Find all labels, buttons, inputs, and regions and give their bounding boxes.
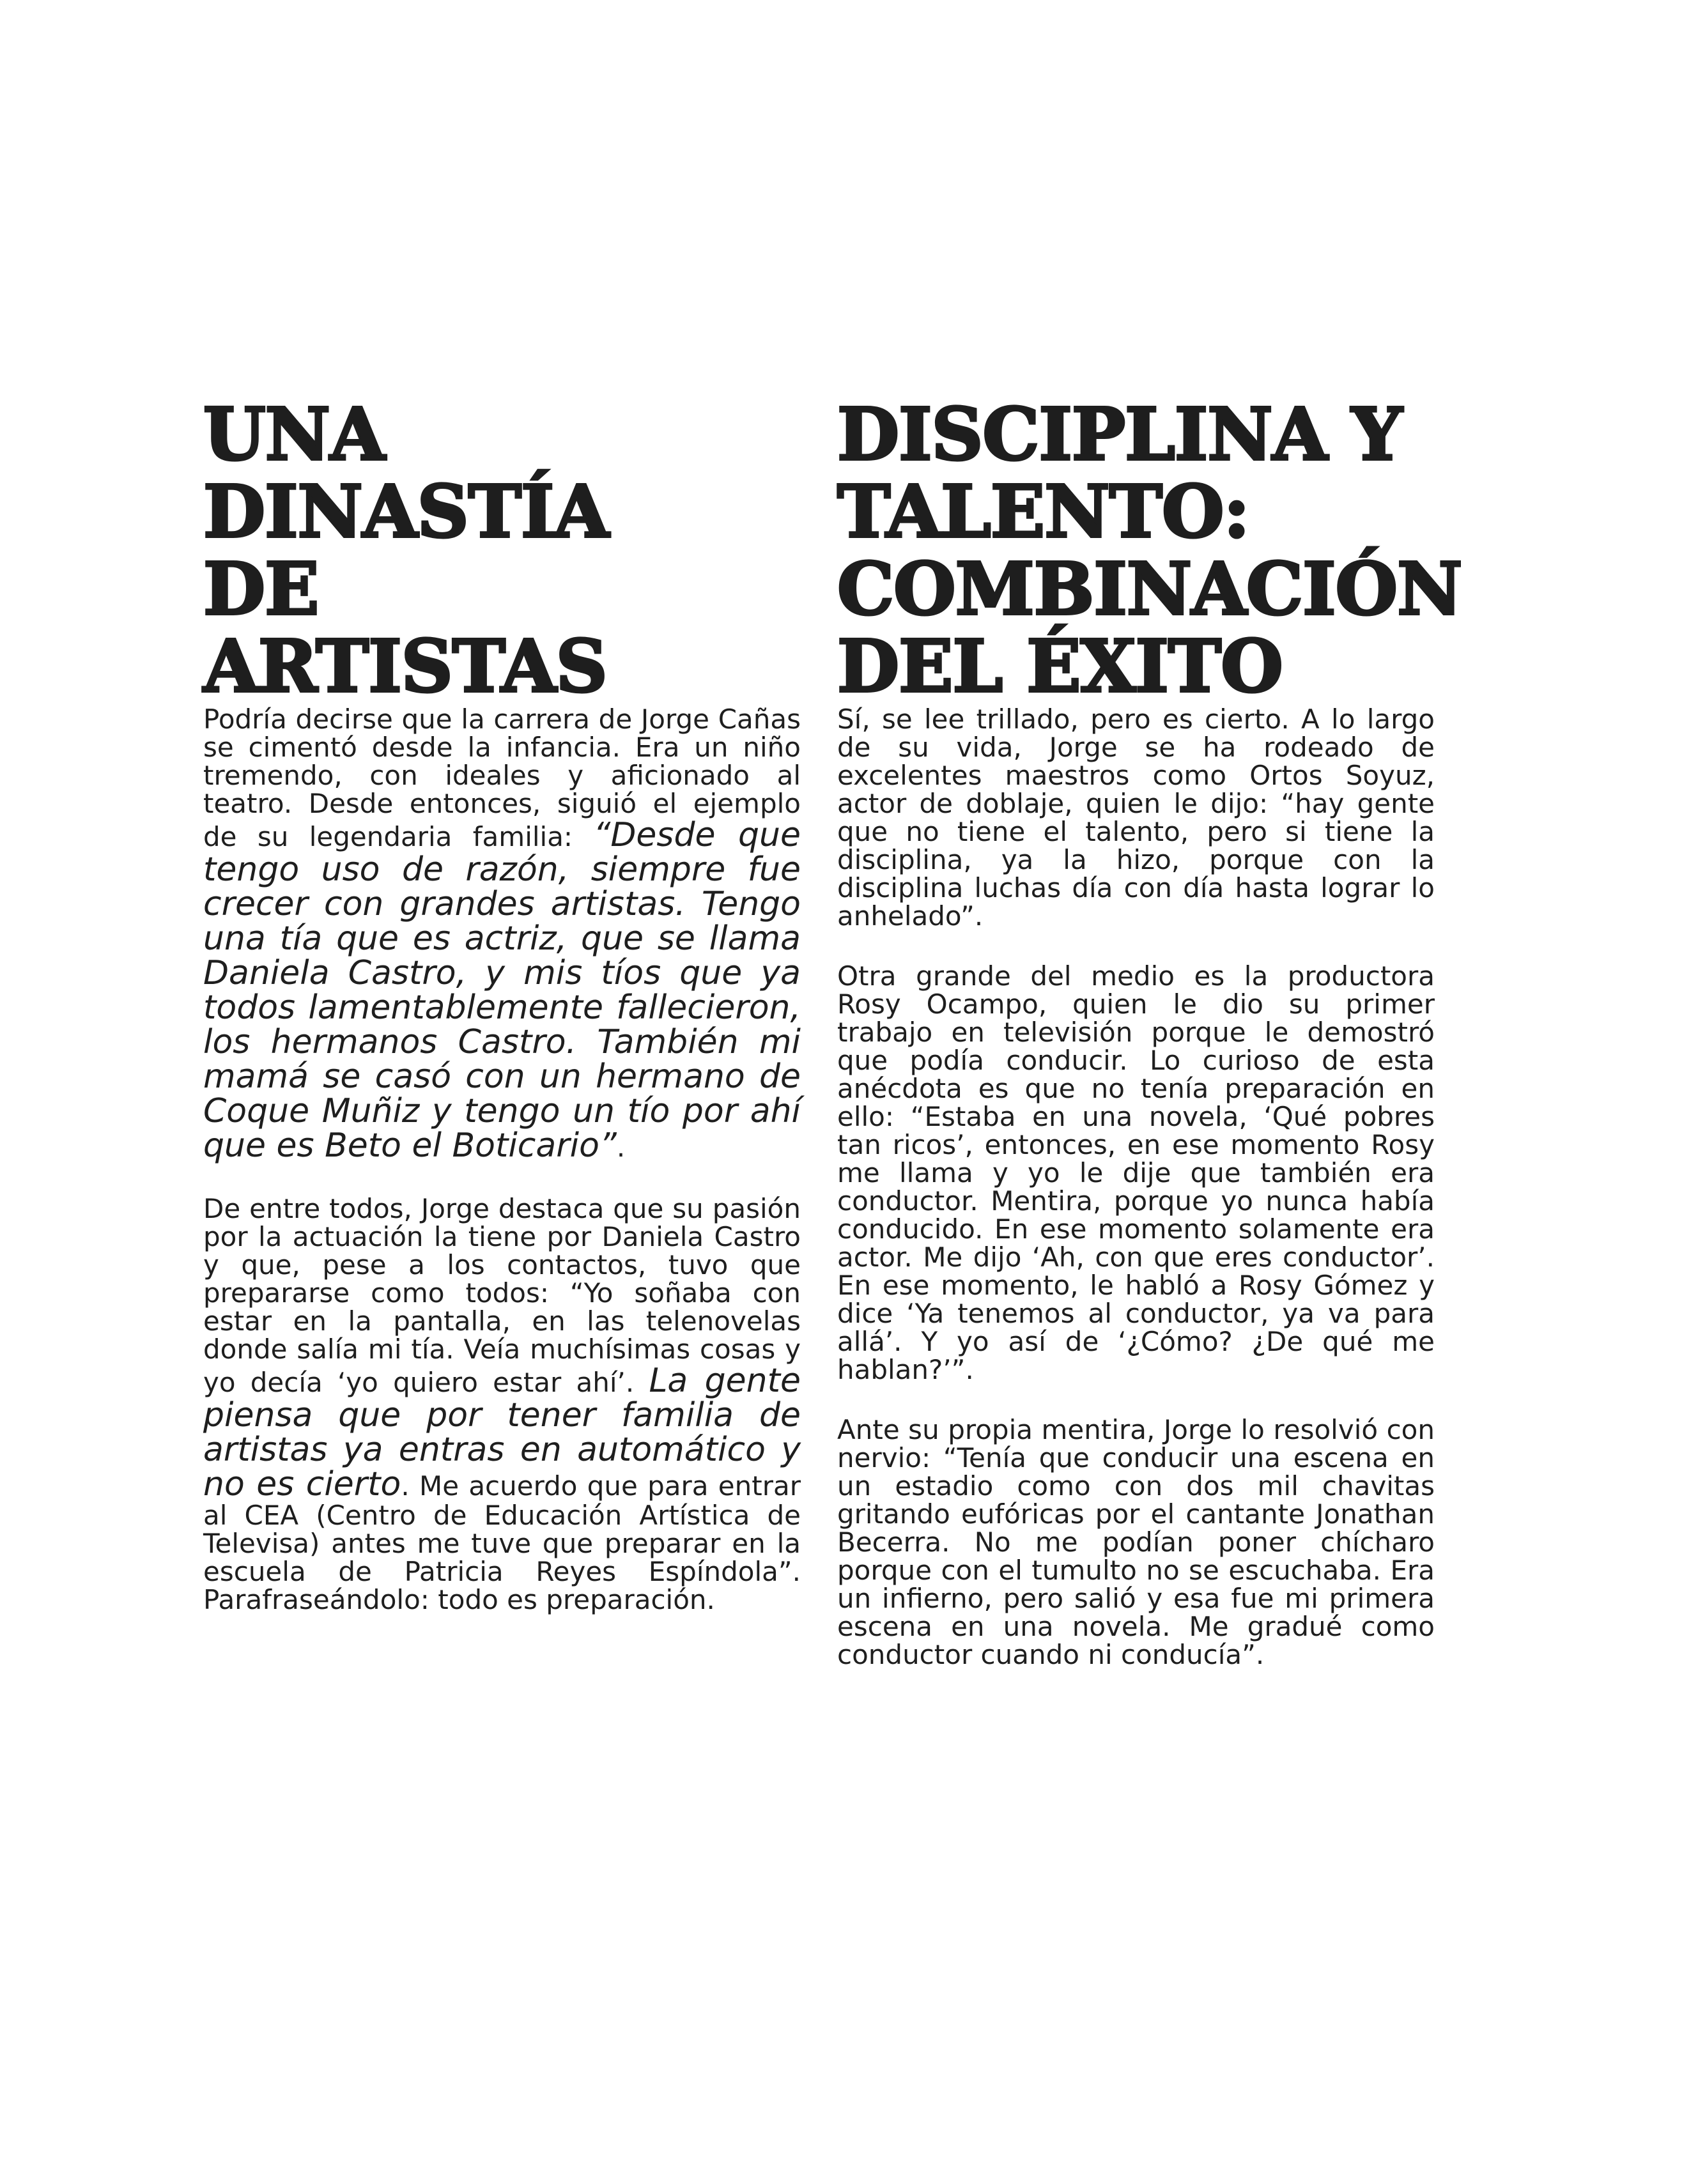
left-column: [203, 393, 801, 1615]
left-p2-quote: La gente piensa que por tener familia de artistas ya entras en automático y no es cierto: [203, 1362, 801, 1503]
right-title-line: COMBINACIÓN: [837, 548, 1462, 631]
right-section-title: [837, 393, 1476, 709]
left-title-line: ARTISTAS: [203, 625, 607, 709]
left-p1-end: .: [616, 1132, 626, 1163]
left-p2-intro: De entre todos, Jorge destaca que su pasión por la actuación la tiene por Daniela Castro y que, pese a los contactos, tuvo que prepararse como todos: “Yo soñaba con estar en la pantalla, en las telenovelas donde salía mi tía. Veía muchísimas cosas y yo decía ‘yo quiero estar ahí’.: [203, 1193, 801, 1398]
left-p2-end: . Me acuerdo que para entrar al CEA (Centro de Educación Artística de Televisa) antes me tuve que preparar en la escuela de Patricia Reyes Espíndola”. Parafraseándolo: todo es preparación.: [203, 1470, 801, 1615]
left-title-line: DINASTÍA: [203, 470, 609, 554]
left-p1-quote: “Desde que tengo uso de razón, siempre fue crecer con grandes artistas. Tengo una tía que es actriz, que se llama Daniela Castro, y mis tíos que ya todos lamentablemente fallecieron, los hermanos Castro. También mi mamá se casó con un hermano de Coque Muñiz y tengo un tío por ahí que es Beto el Boticario”: [203, 816, 801, 1165]
left-paragraph-2: [203, 1195, 801, 1614]
right-paragraph-2: Otra grande del medio es la productora Rosy Ocampo, quien le dio su primer trabajo en televisión porque le demostró que podía conducir. Lo curioso de esta anécdota es que no tenía preparación en ello: “Estaba en una novela, ‘Qué pobres tan ricos’, entonces, en ese momento Rosy me llama y yo le dije que también era conductor. Mentira, porque yo nunca había conducido. En ese momento solamente era actor. Me dijo ‘Ah, con que eres conductor’. En ese momento, le habló a Rosy Gómez y dice ‘Ya tenemos al conductor, ya va para allá’. Y yo así de ‘¿Cómo? ¿De qué me hablan?’”.: [837, 960, 1435, 1385]
left-paragraph-1: [203, 705, 801, 1163]
right-title-line: DISCIPLINA Y: [837, 393, 1402, 477]
right-paragraph-1: Sí, se lee trillado, pero es cierto. A lo largo de su vida, Jorge se ha rodeado de excelentes maestros como Ortos Soyuz, actor de doblaje, quien le dijo: “hay gente que no tiene el talento, pero si tiene la disciplina, ya la hizo, porque con la disciplina luchas día con día hasta lograr lo anhelado”.: [837, 704, 1435, 932]
left-title-line: DE: [203, 548, 319, 631]
left-title-line: UNA: [203, 393, 385, 477]
right-column: [837, 393, 1476, 1670]
left-p1-intro: Podría decirse que la carrera de Jorge Cañas se cimentó desde la infancia. Era un niño tremendo, con ideales y aficionado al teatro. Desde entonces, siguió el ejemplo de su legendaria familia:: [203, 704, 801, 852]
right-paragraph-3: Ante su propia mentira, Jorge lo resolvió con nervio: “Tenía que conducir una escena en un estadio como con dos mil chavitas gritando eufóricas por el cantante Jonathan Becerra. No me podían poner chícharo porque con el tumulto no se escuchaba. Era un infierno, pero salió y esa fue mi primera escena en una novela. Me gradué como conductor cuando ni conducía”.: [837, 1414, 1435, 1670]
right-title-line: TALENTO:: [837, 470, 1249, 554]
left-section-title: [203, 393, 801, 709]
right-title-line: DEL ÉXITO: [837, 625, 1283, 709]
